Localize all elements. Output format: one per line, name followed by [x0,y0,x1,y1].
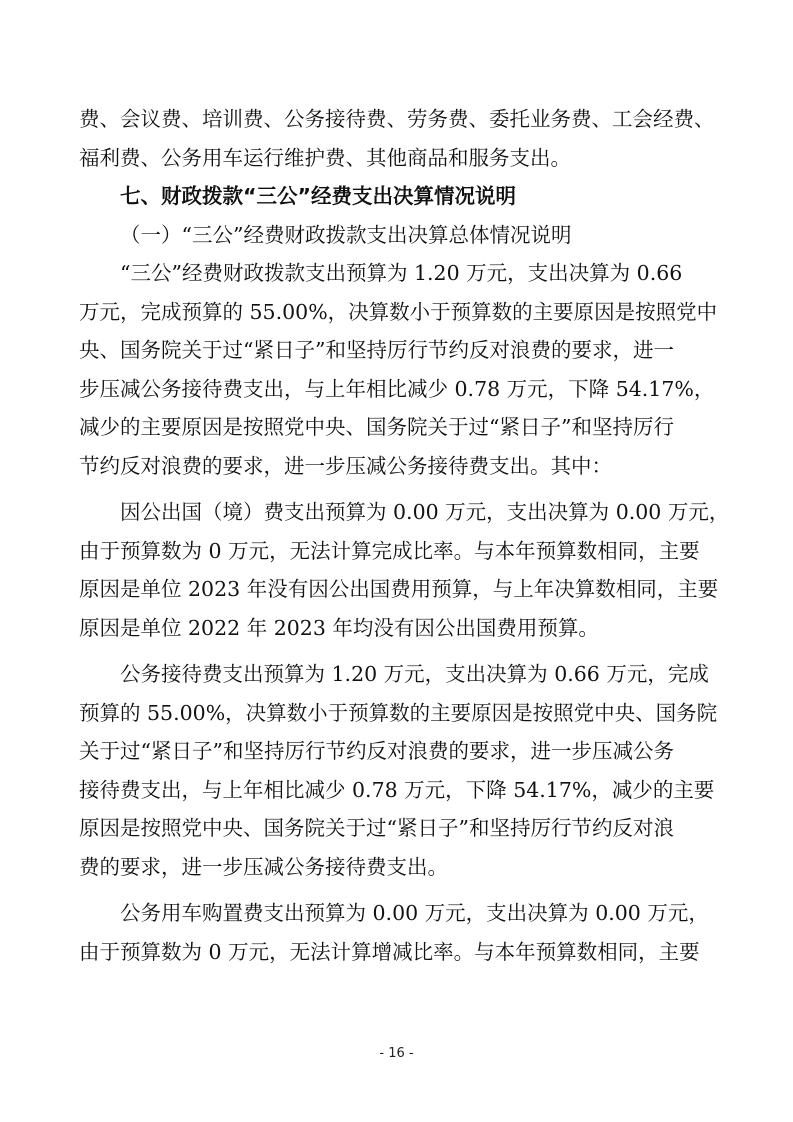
text-line: 预算的 55.00%，决算数小于预算数的主要原因是按照党中央、国务院 [79,700,718,725]
reception-expense-paragraph [79,655,724,886]
text-line: 节约反对浪费的要求，进一步压减公务接待费支出。其中： [79,453,612,478]
section-heading: 七、财政拨款“三公”经费支出决算情况说明 [120,184,516,208]
text-line: 央、国务院关于过“紧日子”和坚持厉行节约反对浪费的要求，进一 [79,338,674,362]
text-line: 福利费、公务用车运行维护费、其他商品和服务支出。 [79,145,571,170]
abroad-expense-paragraph [79,493,730,647]
text-line: 原因是单位 2022 年 2023 年均没有因公出国费用预算。 [79,615,599,640]
text-line: 减少的主要原因是按照党中央、国务院关于过“紧日子”和坚持厉行 [79,415,674,439]
intro-paragraph [79,100,724,177]
text-line: 接待费支出，与上年相比减少 0.78 万元，下降 54.17%，减少的主要 [79,777,715,802]
vehicle-purchase-paragraph [79,894,724,971]
text-line: 费、会议费、培训费、公务接待费、劳务费、委托业务费、工会经费、 [79,107,715,131]
text-line: 关于过“紧日子”和坚持厉行节约反对浪费的要求，进一步压减公务 [79,739,674,763]
page-number: - 16 - [379,1046,414,1061]
text-line: 因公出国（境）费支出预算为 0.00 万元，支出决算为 0.00 万元， [120,500,730,524]
overall-paragraph [79,254,724,485]
text-line: 公务用车购置费支出预算为 0.00 万元，支出决算为 0.00 万元， [120,901,709,925]
document-body [79,100,730,971]
text-line: “三公”经费财政拨款支出预算为 1.20 万元，支出决算为 0.66 [120,261,683,285]
text-line: 原因是按照党中央、国务院关于过“紧日子”和坚持厉行节约反对浪 [79,816,674,840]
sub-heading: （一）“三公”经费财政拨款支出决算总体情况说明 [120,222,572,247]
text-line: 万元，完成预算的 55.00%，决算数小于预算数的主要原因是按照党中 [79,299,718,324]
text-line: 由于预算数为 0 万元，无法计算增减比率。与本年预算数相同，主要 [79,939,700,964]
text-line: 费的要求，进一步压减公务接待费支出。 [79,854,448,879]
text-line: 步压减公务接待费支出，与上年相比减少 0.78 万元，下降 54.17%， [79,376,715,401]
text-line: 由于预算数为 0 万元，无法计算完成比率。与本年预算数相同，主要 [79,538,700,563]
text-line: 公务接待费支出预算为 1.20 万元，支出决算为 0.66 万元，完成 [120,662,709,686]
text-line: 原因是单位 2023 年没有因公出国费用预算，与上年决算数相同，主要 [79,577,719,601]
